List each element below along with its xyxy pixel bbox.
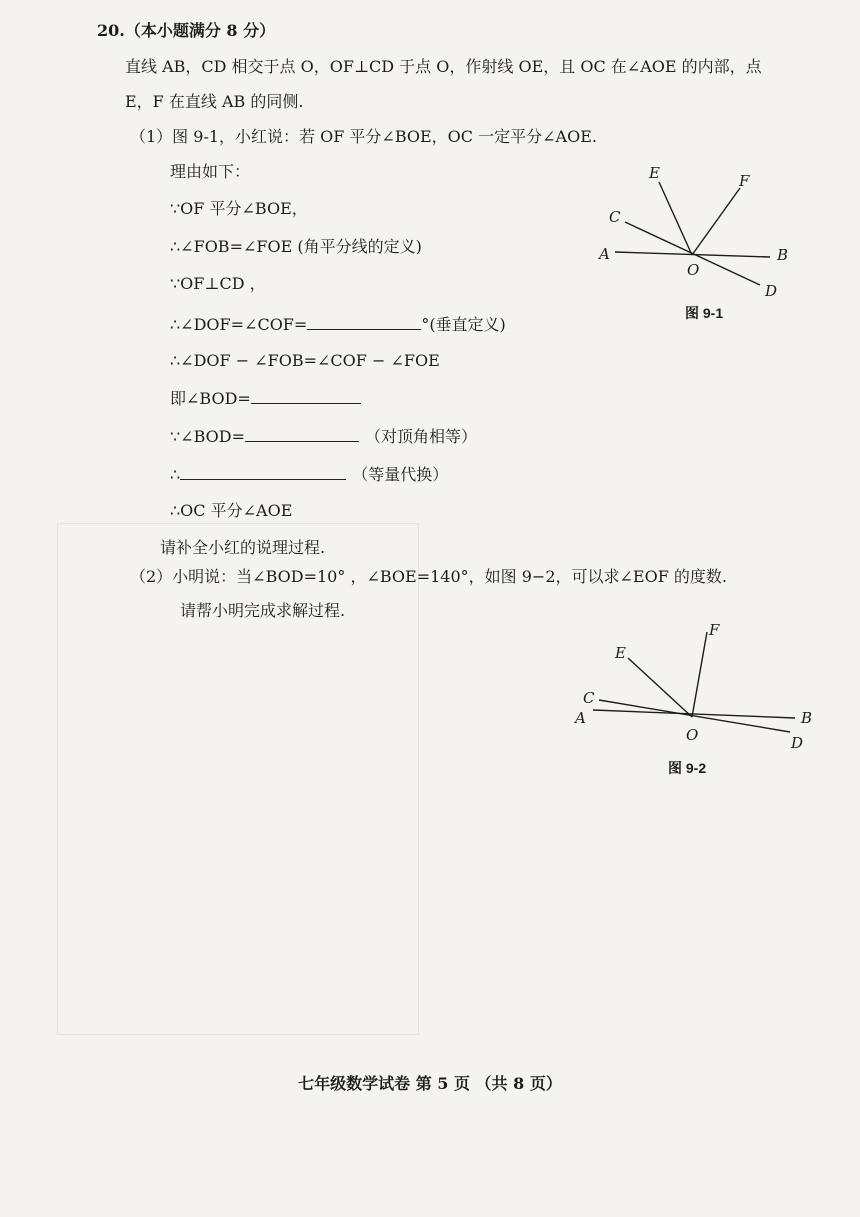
step-1: ∵OF 平分∠BOE， xyxy=(170,199,308,218)
step-4-suffix: °(垂直定义) xyxy=(421,315,506,334)
intro-line-1: 直线 AB，CD 相交于点 O，OF⊥CD 于点 O，作射线 OE，且 OC 在∠AOE 的内部，点 xyxy=(125,57,762,76)
fig1-label-a: A xyxy=(599,245,610,263)
reason-header: 理由如下： xyxy=(170,162,251,181)
figure-9-2-caption: 图 9-2 xyxy=(668,760,707,776)
blank-4[interactable] xyxy=(180,463,346,480)
fig2-label-f: F xyxy=(709,621,720,639)
step-4 xyxy=(170,313,506,336)
intro-line-2: E，F 在直线 AB 的同侧. xyxy=(125,92,304,111)
ray-oe xyxy=(628,658,692,717)
fig2-label-e: E xyxy=(615,644,626,662)
question-header: 20.（本小题满分 8 分） xyxy=(97,21,276,40)
blank-1[interactable] xyxy=(307,313,421,330)
part1-title: （1）图 9-1，小红说：若 OF 平分∠BOE，OC 一定平分∠AOE. xyxy=(130,127,597,146)
step-6-prefix: 即∠BOD= xyxy=(170,389,251,408)
fig1-label-b: B xyxy=(777,246,789,264)
step-8 xyxy=(170,463,448,486)
fig1-label-c: C xyxy=(609,208,621,226)
figure-9-1-caption: 图 9-1 xyxy=(685,305,724,321)
part2-prompt: 请帮小明完成求解过程. xyxy=(180,601,346,620)
part2-title: （2）小明说：当∠BOD=10° ，∠BOE=140°，如图 9−2，可以求∠EOF 的度数. xyxy=(130,567,727,586)
fig1-label-f: F xyxy=(739,172,750,190)
part1-prompt: 请补全小红的说理过程. xyxy=(160,538,326,557)
step-6 xyxy=(170,387,361,410)
fig1-label-d: D xyxy=(765,282,778,300)
fig2-label-c: C xyxy=(583,689,595,707)
step-3: ∵OF⊥CD ， xyxy=(170,274,266,293)
step-8-prefix: ∴ xyxy=(170,465,181,484)
ray-of xyxy=(692,188,740,255)
ray-of xyxy=(692,632,707,717)
step-4-prefix: ∴∠DOF=∠COF= xyxy=(170,315,308,334)
step-5: ∴∠DOF − ∠FOB=∠COF − ∠FOE xyxy=(170,351,440,370)
fig2-label-d: D xyxy=(791,734,804,752)
ray-oe xyxy=(659,182,692,255)
page-footer: 七年级数学试卷 第 5 页 （共 8 页） xyxy=(298,1074,562,1093)
step-2: ∴∠FOB=∠FOE (角平分线的定义) xyxy=(170,237,422,256)
step-8-suffix: （等量代换） xyxy=(352,465,449,484)
blank-2[interactable] xyxy=(251,387,361,404)
fig2-label-o: O xyxy=(686,726,699,744)
figure-9-1 xyxy=(595,160,795,300)
fig1-label-e: E xyxy=(649,164,660,182)
fig1-label-o: O xyxy=(687,261,700,279)
fig2-label-a: A xyxy=(575,709,586,727)
fig2-label-b: B xyxy=(801,709,813,727)
step-7-prefix: ∵∠BOD= xyxy=(170,427,245,446)
blank-3[interactable] xyxy=(245,425,359,442)
figure-9-2 xyxy=(575,620,815,755)
step-7 xyxy=(170,425,477,448)
step-7-suffix: （对顶角相等） xyxy=(365,427,478,446)
step-9: ∴OC 平分∠AOE xyxy=(170,501,293,520)
line-ab xyxy=(593,710,795,718)
